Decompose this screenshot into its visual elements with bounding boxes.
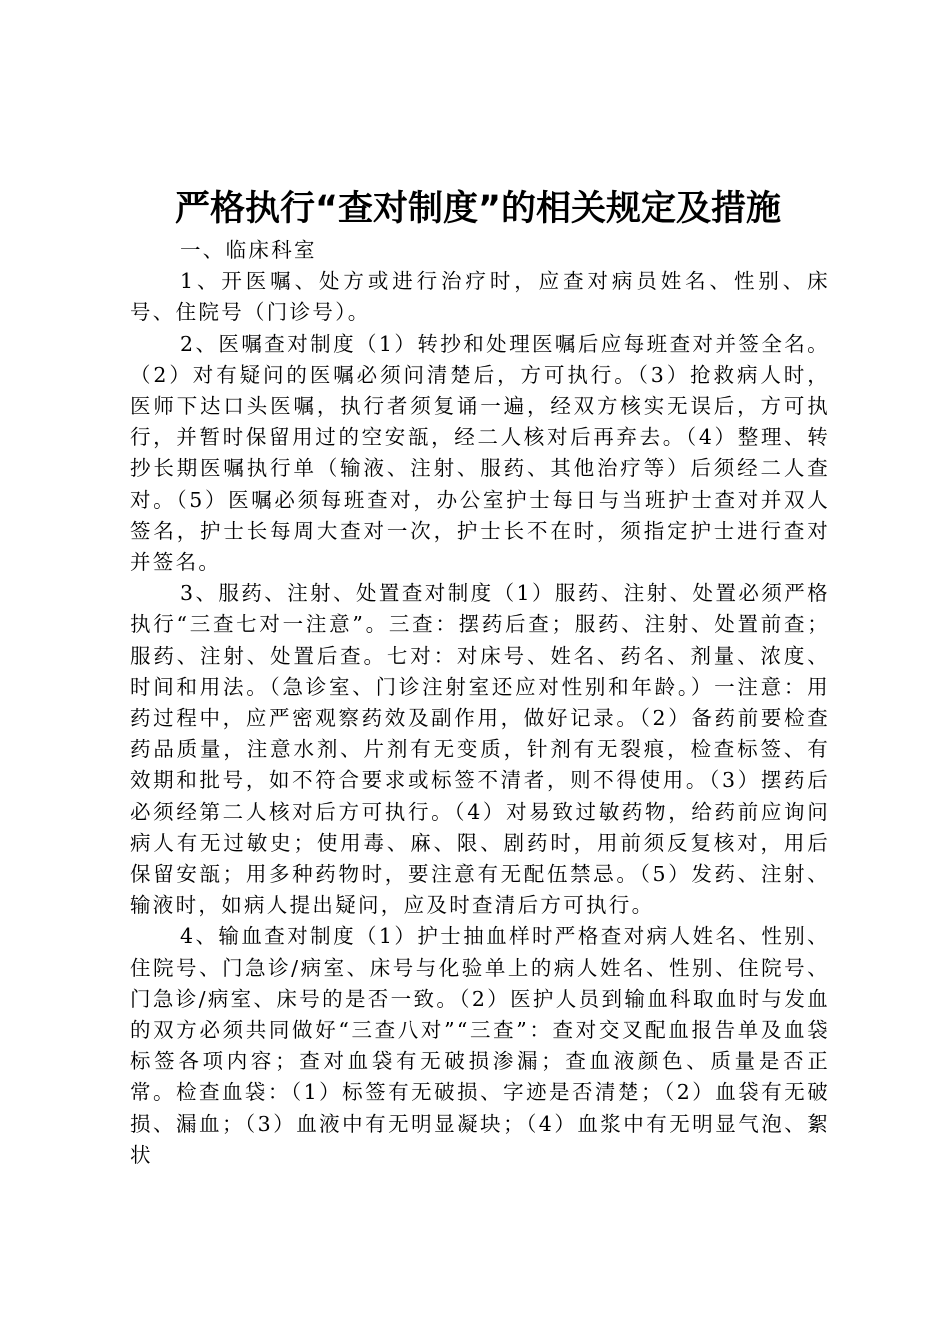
paragraph-1: 1、开医嘱、处方或进行治疗时，应查对病员姓名、性别、床号、住院号（门诊号）。 — [130, 269, 830, 325]
document-body — [130, 235, 830, 1171]
document-title: 严格执行“查对制度”的相关规定及措施 — [174, 189, 781, 229]
document-page — [130, 185, 830, 1171]
paragraph-3: 3、服药、注射、处置查对制度（1）服药、注射、处置必须严格执行“三查七对一注意”。三查：摆药后查；服药、注射、处置前查；服药、注射、处置后查。七对：对床号、姓名、药名、剂量、浓度、时间和用法。（急诊室、门诊注射室还应对性别和年龄。）一注意：用药过程中，应严密观察药效及副作用，做好记录。（2）备药前要检查药品质量，注意水剂、片剂有无变质，针剂有无裂痕，检查标签、有效期和批号，如不符合要求或标签不清者，则不得使用。（3）摆药后必须经第二人核对后方可执行。（4）对易致过敏药物，给药前应询问病人有无过敏史；使用毒、麻、限、剧药时，用前须反复核对，用后保留安瓿；用多种药物时，要注意有无配伍禁忌。（5）发药、注射、输液时，如病人提出疑问，应及时查清后方可执行。 — [130, 581, 830, 918]
paragraph-2: 2、医嘱查对制度（1）转抄和处理医嘱后应每班查对并签全名。（2）对有疑问的医嘱必须问清楚后，方可执行。（3）抢救病人时，医师下达口头医嘱，执行者须复诵一遍，经双方核实无误后，方可执行，并暂时保留用过的空安瓿，经二人核对后再弃去。（4）整理、转抄长期医嘱执行单（输液、注射、服药、其他治疗等）后须经二人查对。（5）医嘱必须每班查对，办公室护士每日与当班护士查对并双人签名，护士长每周大查对一次，护士长不在时，须指定护士进行查对并签名。 — [130, 331, 830, 575]
paragraph-4: 4、输血查对制度（1）护士抽血样时严格查对病人姓名、性别、住院号、门急诊/病室、床号与化验单上的病人姓名、性别、住院号、门急诊/病室、床号的是否一致。（2）医护人员到输血科取血时与发血的双方必须共同做好“三查八对”“三查”：查对交叉配血报告单及血袋标签各项内容；查对血袋有无破损渗漏；查血液颜色、质量是否正常。检查血袋：（1）标签有无破损、字迹是否清楚；（2）血袋有无破损、漏血；（3）血液中有无明显凝块；（4）血浆中有无明显气泡、絮状 — [130, 924, 830, 1167]
section-heading: 一、临床科室 — [180, 238, 317, 262]
